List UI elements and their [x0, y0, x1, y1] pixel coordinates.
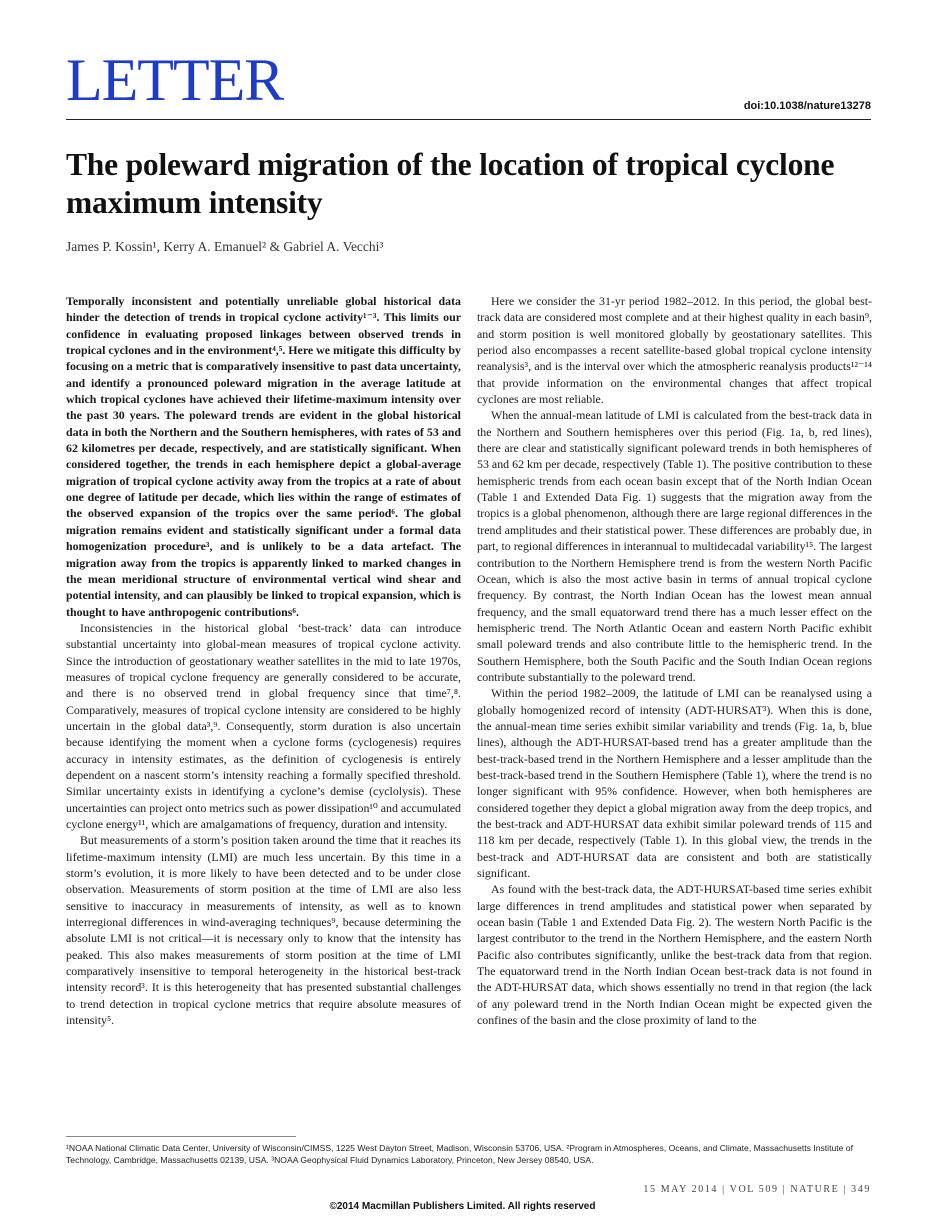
page-info: 15 MAY 2014 | VOL 509 | NATURE | 349: [643, 1184, 871, 1195]
footnote-divider: [66, 1136, 296, 1137]
doi-link[interactable]: doi:10.1038/nature13278: [743, 100, 871, 112]
body-paragraph: As found with the best-track data, the ADT-HURSAT-based time series exhibit large differences in trend amplitudes and statistical power when separated by ocean basin (Table 1 and Extended Data Fig. 2). The western North Pacific is the largest contributor to the trend in the Northern Hemisphere, and the eastern North Pacific also contributes significantly, unlike the best-track data from that region. The equatorward trend in the North Indian Ocean best-track data is not found in the ADT-HURSAT data, which shows essentially no trend in that region (the lack of any poleward trend in the North Indian Ocean might be expected given the confines of the basin and the close proximity of land to the: [477, 882, 872, 1028]
author-list: James P. Kossin¹, Kerry A. Emanuel² & Gabriel A. Vecchi³: [66, 239, 384, 254]
abstract: Temporally inconsistent and potentially unreliable global historical data hinder the detection of trends in tropical cyclone activity¹⁻³. This limits our confidence in evaluating proposed linkages between observed trends in tropical cyclones and in the environment⁴,⁵. Here we mitigate this difficulty by focusing on a metric that is comparatively insensitive to past data uncertainty, and identify a pronounced poleward migration in the average latitude at which tropical cyclones have achieved their lifetime-maximum intensity over the past 30 years. The poleward trends are evident in the global historical data in both the Northern and the Southern hemispheres, with rates of 53 and 62 kilometres per decade, respectively, and are statistically significant. When considered together, the trends in each hemisphere depict a global-average migration of tropical cyclone activity away from the tropics at a rate of about one degree of latitude per decade, which lies within the range of estimates of the observed expansion of the tropics over the same period⁶. The global migration remains evident and statistically significant under a formal data homogenization procedure³, and is unlikely to be a data artefact. The migration away from the tropics is apparently linked to marked changes in the mean meridional structure of environmental vertical wind shear and potential intensity, and can plausibly be linked to tropical expansion, which is thought to have anthropogenic contributions⁶.: [66, 294, 462, 619]
header-divider: [66, 119, 871, 120]
affiliations-footnote: ¹NOAA National Climatic Data Center, University of Wisconsin/CIMSS, 1225 West Dayton Street, Madison, Wisconsin 53706, USA. ²Program in Atmospheres, Oceans, and Climate, Massachusetts Institute of Technology, Cambridge, Massachusetts 02139, USA. ³NOAA Geophysical Fluid Dynamics Laboratory, Princeton, New Jersey 08540, USA.: [66, 1143, 853, 1165]
body-paragraph: Here we consider the 31-yr period 1982–2012. In this period, the global best-track data are considered most complete and at their highest quality in each basin⁹, and storm position is well monitored globally by geostationary satellites. This period also encompasses a recent satellite-based global tropical cyclone intensity reanalysis³, and is the interval over which the atmospheric reanalysis products¹²⁻¹⁴ that provide information on the environmental changes that affect tropical cyclones are most reliable.: [477, 294, 872, 407]
body-paragraph: When the annual-mean latitude of LMI is calculated from the best-track data in the Northern and Southern hemispheres over this period (Fig. 1a, b, red lines), there are clear and statistically significant poleward trends in both hemispheres of 53 and 62 km per decade, respectively (Table 1). The positive contribution to these hemispheric trends from each ocean basin except that of the North Indian Ocean (Table 1 and Extended Data Fig. 1) suggests that the migration away from the tropics is a global phenomenon, although there are large regional differences in the trend amplitudes and their statistical power. These differences are probably due, in part, to regional differences in interannual to multidecadal variability¹⁵. The largest contribution to the Northern Hemisphere trend is from the western North Pacific Ocean, which is also the most active basin in terms of annual tropical cyclone frequency. By contrast, the North Indian Ocean has the lowest mean annual frequency, and the small equatorward trend there has a much lesser effect on the hemispheric trend. The North Atlantic Ocean and eastern North Pacific exhibit small poleward trends and also contribute little to the hemispheric trend. In the Southern Hemisphere, both the South Pacific and the South Indian Ocean regions contribute substantially to the poleward trend.: [477, 408, 872, 684]
section-label: LETTER: [66, 47, 284, 113]
right-column: [477, 293, 872, 1028]
copyright-notice: ©2014 Macmillan Publishers Limited. All rights reserved: [329, 1201, 596, 1212]
article-title: The poleward migration of the location of tropical cyclone maximum intensity: [66, 147, 835, 220]
body-paragraph: But measurements of a storm’s position taken around the time that it reaches its lifetime-maximum intensity (LMI) are much less uncertain. By this time in a storm’s evolution, it is more likely to have been detected and to be under close observation. Measurements of storm position at the time of LMI are also less sensitive to inaccuracy in measurements of intensity, as well as to known interregional differences in wind-averaging techniques⁹, because determining the absolute LMI is not critical—it is necessary only to know that the intensity has peaked. This also makes measurements of storm position at the time of LMI comparatively insensitive to temporal heterogeneity in the historical best-track intensity record³. It is this heterogeneity that has presented substantial challenges to trend detection in tropical cyclone metrics that require absolute measures of intensity⁵.: [66, 833, 461, 1028]
body-paragraph: Within the period 1982–2009, the latitude of LMI can be reanalysed using a globally homogenized record of intensity (ADT-HURSAT³). When this is done, the annual-mean time series exhibit similar variability and trends (Fig. 1a, b, blue lines), although the ADT-HURSAT-based trend has a greater amplitude than the best-track-based trend in the Northern Hemisphere and a lesser amplitude than the best-track-based trend in the Southern Hemisphere (Table 1), where the trend is no longer significant with 95% confidence. However, when both hemispheres are considered together they depict a global migration away from the deep tropics, and the best-track and ADT-HURSAT data exhibit similar poleward trends of 115 and 118 km per decade, respectively (Table 1). In this global view, the trends in the best-track and ADT-HURSAT data are consistent and both are statistically significant.: [477, 686, 872, 881]
left-column: [66, 293, 461, 1028]
body-paragraph: Inconsistencies in the historical global ‘best-track’ data can introduce substantial uncertainty into global-mean measures of tropical cyclone activity. Since the introduction of geostationary weather satellites in the mid to late 1970s, measures of tropical cyclone frequency are generally considered to be accurate, and there is no observed trend in global frequency since that time⁷,⁸. Comparatively, measures of tropical cyclone intensity are considered to be highly uncertain in the global data³,⁹. Consequently, storm duration is also uncertain because identifying the moment when a cyclone forms (cyclogenesis) requires accuracy in intensity estimates, as the definition of cyclogenesis is entirely dependent on a nascent storm’s intensity reaching a formally specified threshold. Similar uncertainty exists in identifying a cyclone’s demise (cyclolysis). These uncertainties can project onto metrics such as power dissipation¹⁰ and accumulated cyclone energy¹¹, which are amalgamations of frequency, duration and intensity.: [66, 620, 461, 831]
